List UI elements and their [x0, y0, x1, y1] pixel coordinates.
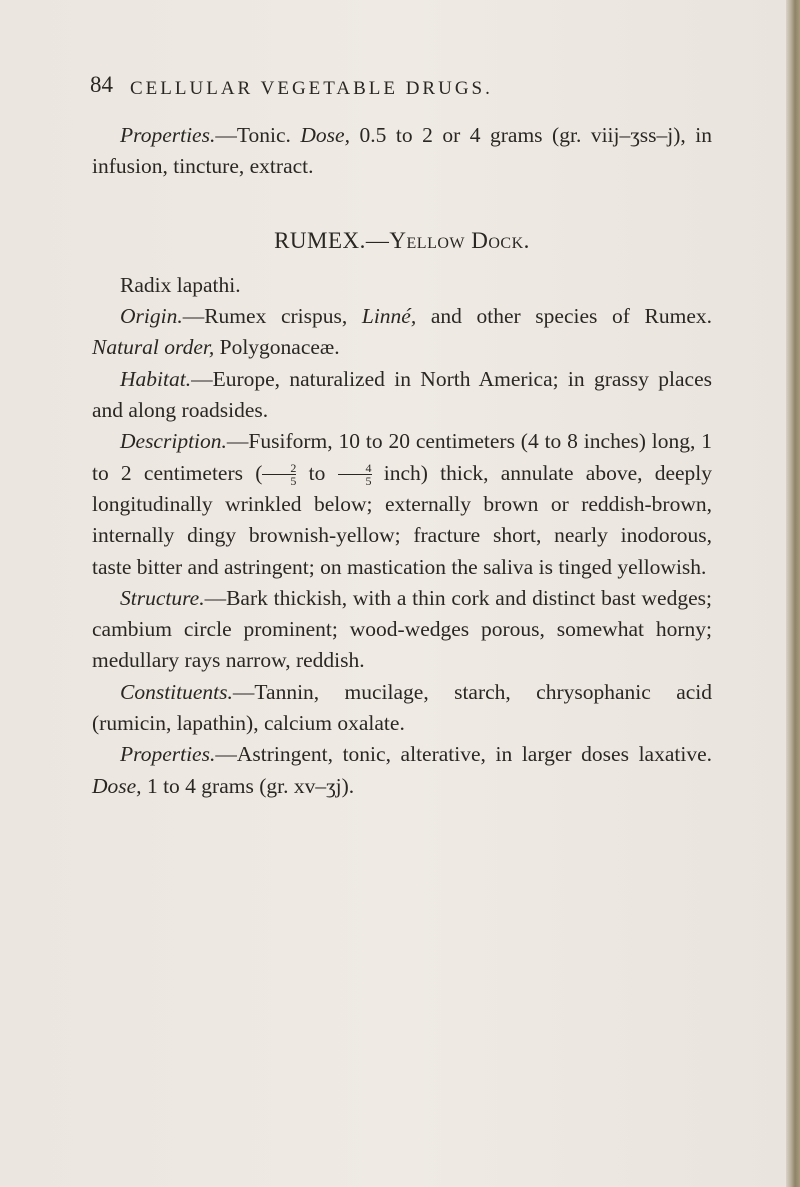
description-paragraph	[92, 426, 712, 582]
page-text	[92, 120, 712, 802]
origin-author: Linné,	[361, 304, 417, 329]
heading-sub: Yellow Dock.	[389, 227, 530, 253]
fraction-2-denominator: 5	[365, 474, 372, 489]
habitat-paragraph	[92, 364, 712, 427]
habitat-label: Habitat.	[120, 366, 192, 391]
section-heading	[92, 225, 712, 256]
structure-label: Structure.	[120, 585, 205, 610]
structure-paragraph	[92, 583, 712, 677]
constituents-paragraph	[92, 677, 712, 740]
fraction-1-denominator: 5	[290, 474, 297, 489]
page-edge	[786, 0, 800, 1187]
fraction-2-numerator: 4	[338, 462, 372, 475]
properties-label: Properties.	[120, 742, 216, 767]
constituents-text: —Tannin, mucilage, starch, chrysophanic acid (rumicin, lapathin), calcium oxalate.	[92, 679, 712, 736]
properties-text: —Astringent, tonic, alterative, in larger doses laxative.	[215, 742, 712, 767]
previous-dose-text: 0.5 to 2 or 4 grams (gr. viij–ʒss–j), in infusion, tincture, extract.	[92, 123, 713, 179]
page-header	[90, 72, 690, 112]
description-text-to: to	[308, 460, 326, 485]
previous-properties-label: Properties.	[120, 123, 216, 147]
page-number: 84	[90, 72, 113, 97]
natural-order-text: Polygonaceæ.	[219, 335, 340, 360]
description-text-1: —Fusiform, 10 to 20 centimeters (4 to 8 inches) long, 1 to 2 centimeters (	[92, 429, 712, 485]
habitat-text: —Europe, naturalized in North America; in grassy places and along roadsides.	[92, 366, 712, 423]
description-text-2: inch) thick, annulate above, deeply longitudinally wrinkled below; externally brown or reddish-brown, internally dingy brownish-yellow; fracture short, nearly inodorous, taste bitter and astringent; on mastication the saliva is tinged yellowish.	[92, 460, 713, 579]
origin-text-2: and other species of Rumex.	[430, 304, 713, 329]
fraction-four-fifths	[338, 462, 372, 487]
dose-text: 1 to 4 grams (gr. xv–ʒj).	[146, 773, 355, 798]
origin-paragraph	[92, 301, 712, 364]
dose-label: Dose,	[92, 773, 142, 798]
origin-text-1: —Rumex crispus,	[182, 304, 348, 329]
origin-label: Origin.	[120, 304, 183, 329]
radix-paragraph	[92, 270, 712, 301]
heading-main: RUMEX.	[274, 227, 366, 253]
constituents-label: Constituents.	[120, 679, 233, 704]
running-head: CELLULAR VEGETABLE DRUGS.	[130, 78, 493, 99]
previous-properties-text: —Tonic.	[215, 123, 291, 147]
previous-dose-label: Dose,	[300, 123, 350, 147]
radix-text: Radix lapathi.	[120, 272, 241, 297]
previous-properties-paragraph	[92, 120, 712, 183]
natural-order-label: Natural order,	[92, 335, 215, 360]
fraction-two-fifths	[262, 462, 296, 487]
heading-dash: —	[365, 227, 390, 253]
properties-paragraph	[92, 739, 712, 802]
description-label: Description.	[120, 429, 227, 454]
fraction-1-numerator: 2	[262, 462, 296, 475]
structure-text: —Bark thickish, with a thin cork and distinct bast wedges; cambium circle prominent; wood-wedges porous, somewhat horny; medullary rays narrow, reddish.	[92, 585, 712, 673]
